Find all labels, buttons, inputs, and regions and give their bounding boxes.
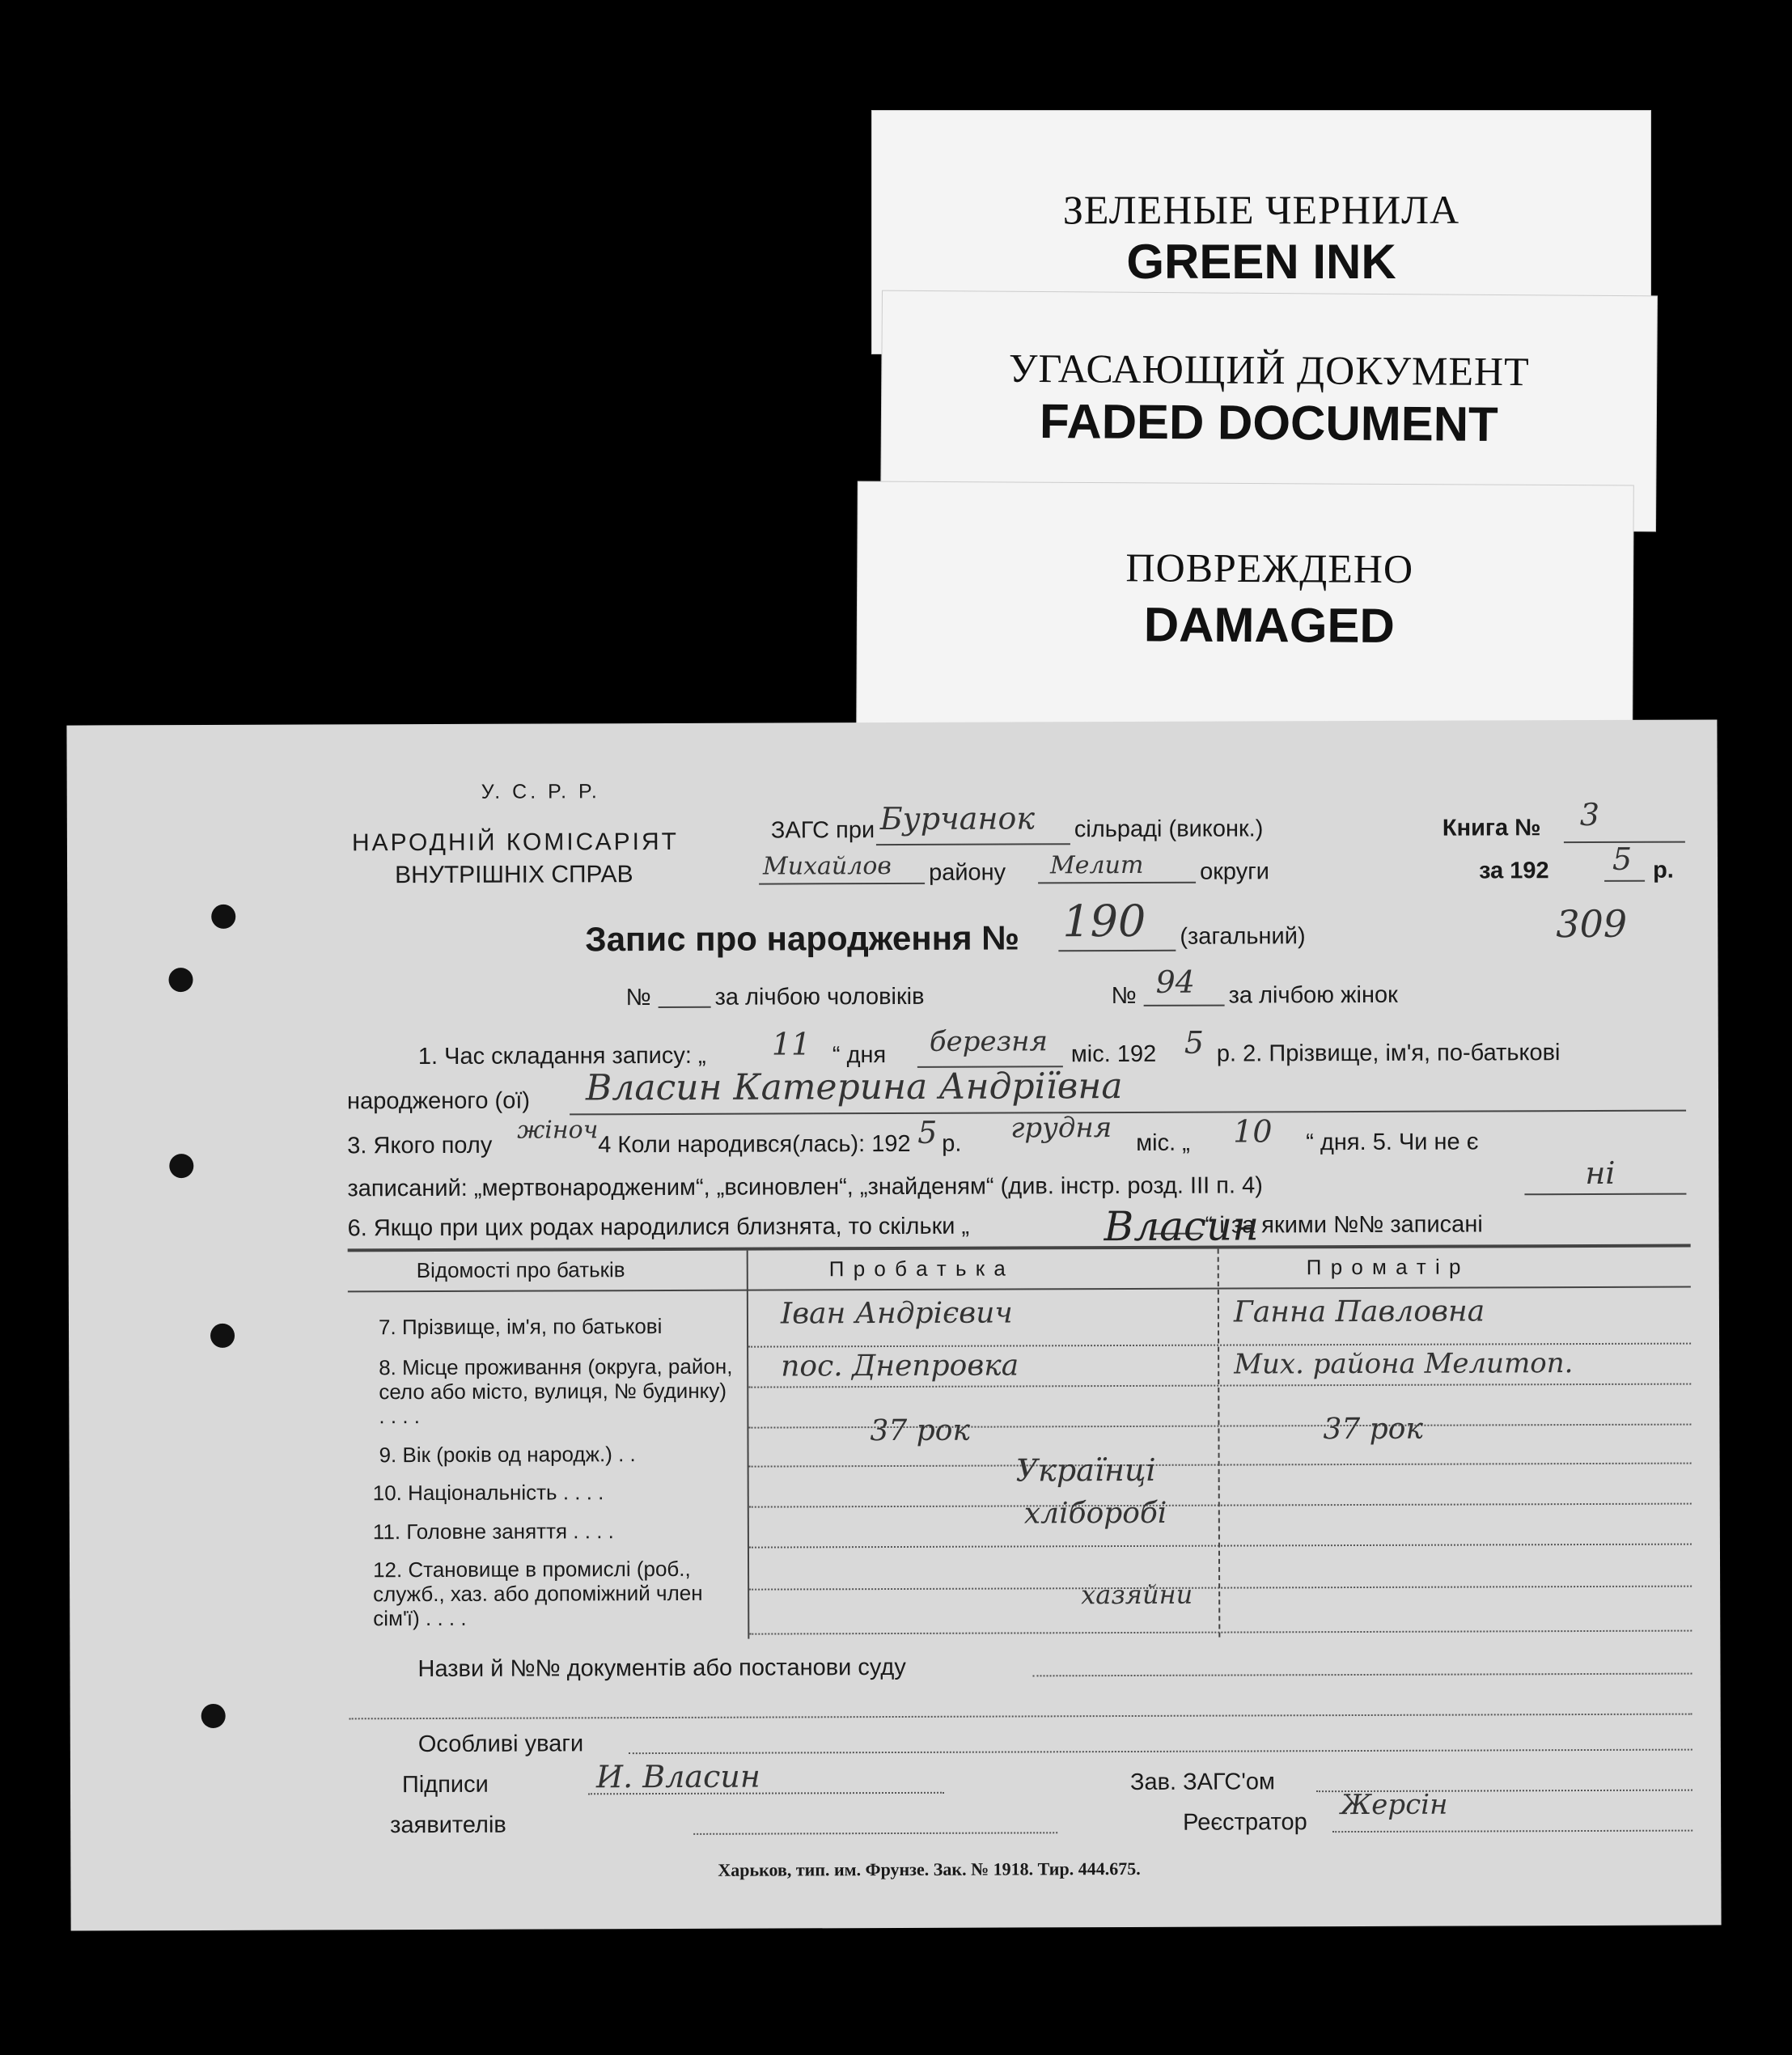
men-number-label: за лічбою чоловіків: [714, 983, 925, 1011]
nationality-handwritten: Українці: [1015, 1451, 1156, 1489]
applicant-signature-line-1: [588, 1792, 944, 1795]
head-label: Зав. ЗАГС'ом: [1129, 1769, 1276, 1795]
green-ink-label-en: GREEN INK: [1126, 235, 1396, 289]
okrug-handwritten: Мелит: [1049, 850, 1144, 880]
birth-record-form: [66, 719, 1721, 1930]
item2-label: р. 2. Прізвище, ім'я, по-батькові: [1216, 1040, 1561, 1067]
sex-handwritten: жіноч: [517, 1116, 599, 1145]
birth-day-handwritten: 10: [1233, 1113, 1273, 1150]
registrar-signature-line: [1332, 1830, 1692, 1833]
rayon-line: [759, 883, 925, 885]
notes-line: [629, 1749, 1692, 1755]
documents-label: Назви й №№ документів або постанови суду: [417, 1654, 906, 1683]
okrug-line: [1038, 882, 1196, 884]
damaged-label-ru: ПОВРЕЖДЕНО: [1125, 544, 1414, 592]
mother-name-handwritten: Ганна Павловна: [1233, 1294, 1485, 1329]
year-label: за 192: [1478, 858, 1549, 884]
women-number-label: за лічбою жінок: [1228, 981, 1398, 1009]
okrug-suffix: округи: [1199, 858, 1270, 885]
row-occupation-label: 11. Головне заняття . . . .: [372, 1519, 614, 1544]
row-rule: [748, 1383, 1691, 1388]
registrar-label: Реєстратор: [1183, 1809, 1307, 1836]
item3-label: 3. Якого полу: [347, 1132, 493, 1159]
margin-number-handwritten: 309: [1556, 901, 1628, 947]
father-age-handwritten: 37 рок: [870, 1413, 970, 1448]
punch-hole: [168, 968, 193, 992]
documents-line: [1033, 1673, 1692, 1677]
item6-label: 6. Якщо при цих родах народилися близнята, то скільки „: [347, 1213, 970, 1242]
book-number-handwritten: 3: [1579, 796, 1600, 833]
record-day-handwritten: 11: [771, 1026, 811, 1062]
table-divider-1: [747, 1251, 750, 1639]
col-mother-header: П р о м а т і р: [1306, 1254, 1463, 1280]
record-number-line: [1058, 950, 1176, 952]
documents-line-2: [350, 1714, 1692, 1720]
year-suffix: р.: [1652, 857, 1674, 883]
state-abbrev: У. С. Р. Р.: [481, 780, 600, 803]
col-father-header: П р о б а т ь к а: [828, 1256, 1007, 1282]
table-divider-2: [1218, 1249, 1221, 1638]
row-rule: [749, 1544, 1692, 1549]
punch-hole: [210, 1324, 235, 1348]
item5-label: “ дня. 5. Чи не є: [1306, 1129, 1479, 1156]
punch-hole: [201, 1704, 226, 1728]
child-name-line: [570, 1110, 1686, 1116]
registrar-signature-handwritten: Жерсін: [1341, 1788, 1448, 1822]
row-rule: [749, 1503, 1692, 1508]
zags-village-handwritten: Бурчанок: [879, 800, 1036, 837]
item5-text: записаний: „мертвонародженим“, „всиновлен“, „знайденям“ (див. інстр. розд. III п. 4): [347, 1172, 1263, 1202]
item2-child-label: народженого (ої): [346, 1087, 531, 1115]
record-month-handwritten: березня: [929, 1025, 1049, 1058]
row-rule: [749, 1463, 1692, 1468]
damaged-label-en: DAMAGED: [1143, 597, 1396, 653]
record-title: Запис про народження №: [585, 918, 1020, 959]
signatures-label-1: Підписи: [401, 1771, 489, 1799]
row-rule: [749, 1586, 1692, 1591]
record-number-handwritten: 190: [1062, 895, 1146, 947]
item6-suffix: “ і за якими №№ записані: [1205, 1211, 1483, 1239]
row-name-label: 7. Прізвище, ім'я, по батькові: [378, 1314, 663, 1340]
notes-label: Особливі уваги: [417, 1731, 584, 1758]
men-number-prefix: №: [625, 985, 651, 1011]
row-nationality-label: 10. Національність . . . .: [372, 1480, 604, 1506]
child-name-handwritten: Власин Катерина Андріївна: [585, 1066, 1123, 1109]
father-name-handwritten: Іван Андрієвич: [780, 1296, 1013, 1331]
commissariat-line2: ВНУТРІШНІХ СПРАВ: [394, 861, 633, 889]
birth-year-handwritten: 5: [917, 1114, 938, 1150]
item1-label: 1. Час складання запису: „: [417, 1042, 706, 1070]
item5-answer-line: [1524, 1193, 1686, 1196]
year-handwritten: 5: [1612, 841, 1633, 877]
record-year-handwritten: 5: [1184, 1024, 1205, 1061]
rayon-suffix: району: [928, 859, 1006, 886]
col-parents-header: Відомості про батьків: [416, 1257, 625, 1283]
zags-village-line: [876, 843, 1070, 845]
position-handwritten: хазяйни: [1081, 1578, 1193, 1611]
commissariat-line1: НАРОДНІЙ КОМІСАРІЯТ: [351, 828, 680, 857]
women-number-prefix: №: [1111, 982, 1137, 1010]
item1-day-label: “ дня: [832, 1042, 887, 1069]
zags-suffix: сільраді (виконк.): [1074, 816, 1264, 843]
book-label: Книга №: [1442, 815, 1541, 841]
applicant-signature-handwritten: И. Власин: [595, 1758, 760, 1795]
women-number-handwritten: 94: [1155, 964, 1195, 1000]
row-rule: [749, 1630, 1692, 1635]
record-general: (загальний): [1180, 923, 1306, 950]
faded-document-label-en: FADED DOCUMENT: [1039, 394, 1498, 451]
father-place-handwritten: пос. Днепровка: [781, 1349, 1019, 1383]
punch-hole: [211, 905, 235, 929]
row-age-label: 9. Вік (років од народж.) . .: [379, 1442, 636, 1468]
item4-year-suffix: р.: [942, 1130, 962, 1157]
item1-month-label: міс. 192: [1070, 1040, 1157, 1068]
signatures-label-2: заявителів: [390, 1811, 506, 1839]
occupation-handwritten: хліборобі: [1023, 1496, 1167, 1531]
item4-month-label: міс. „: [1136, 1129, 1190, 1156]
birth-month-handwritten: грудня: [1010, 1112, 1112, 1145]
mother-age-handwritten: 37 рок: [1323, 1412, 1423, 1447]
damaged-label-card: [857, 481, 1633, 728]
row-residence-label: 8. Місце проживання (округа, район, село або місто, вулиця, № будинку) . . . .: [379, 1354, 733, 1429]
applicant-signature-line-2: [693, 1832, 1057, 1835]
item4-label: 4 Коли народився(лась): 192: [598, 1130, 911, 1159]
row-position-label: 12. Становище в промислі (роб., служб., хаз. або допоміжний член сім'ї) . . . .: [372, 1556, 703, 1631]
zags-prefix: ЗАГС при: [770, 817, 875, 844]
faded-document-label-ru: УГАСАЮЩИЙ ДОКУМЕНТ: [1008, 345, 1530, 395]
year-line: [1604, 880, 1645, 882]
rayon-handwritten: Михайлов: [762, 852, 892, 881]
printer-imprint: Харьков, тип. им. Фрунзе. Зак. № 1918. Тир. 444.675.: [718, 1858, 1141, 1880]
table-header-rule: [348, 1286, 1691, 1293]
green-ink-label-ru: ЗЕЛЕНЫЕ ЧЕРНИЛА: [1062, 187, 1460, 232]
surname-overwrite-handwritten: Власин: [1104, 1202, 1260, 1251]
punch-hole: [169, 1154, 193, 1178]
women-number-line: [1144, 1005, 1225, 1006]
item5-answer-handwritten: ні: [1585, 1155, 1616, 1192]
mother-place-handwritten: Мих. района Мелитоп.: [1234, 1347, 1574, 1381]
men-number-line: [659, 1006, 711, 1008]
table-top-rule: [348, 1244, 1691, 1252]
